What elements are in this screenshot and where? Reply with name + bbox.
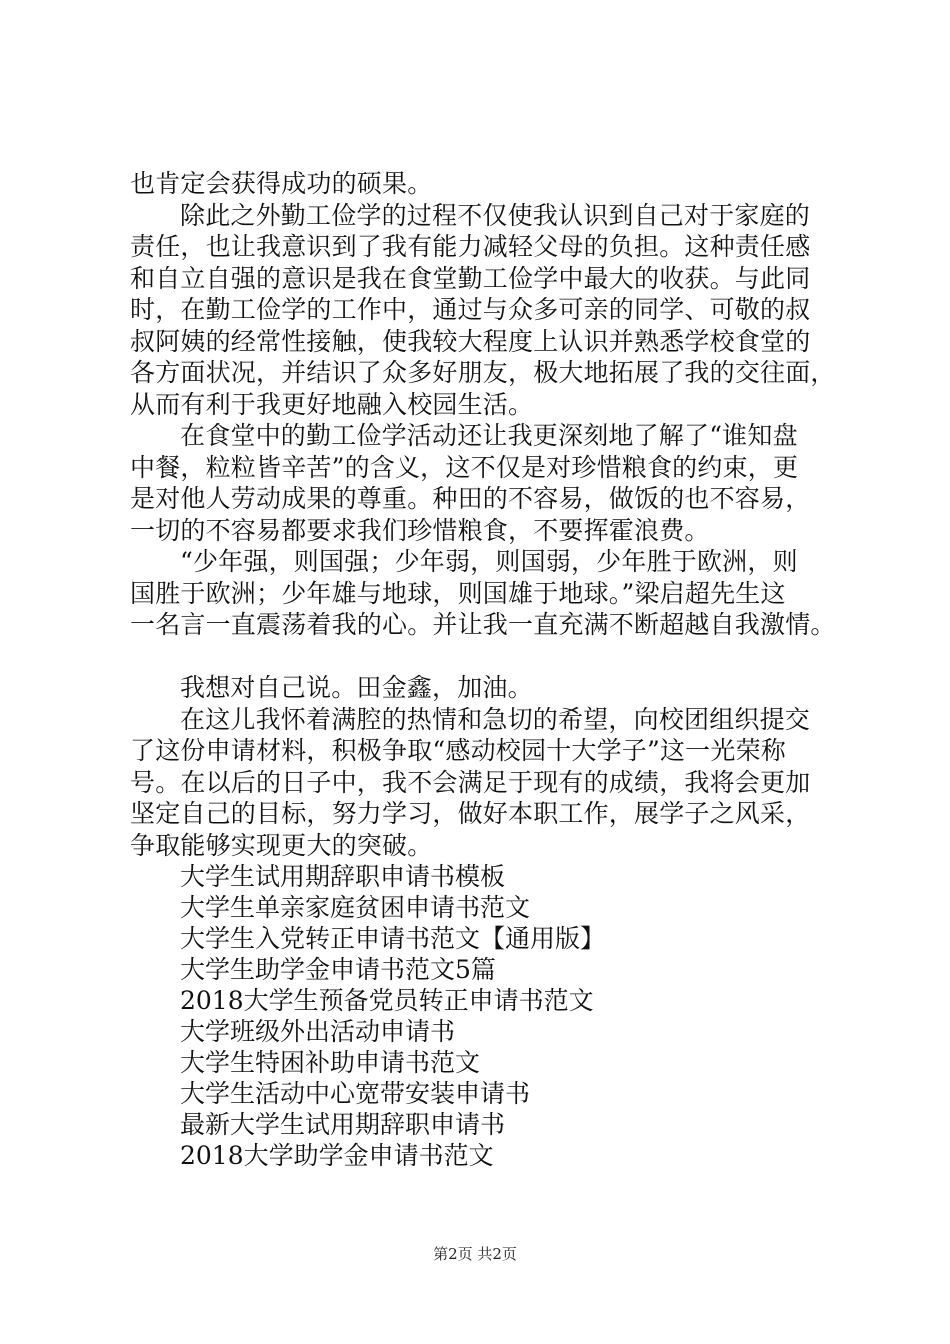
text-line: 叔阿姨的经常性接触，使我较大程度上认识并熟悉学校食堂的 xyxy=(130,326,811,356)
paragraph xyxy=(130,168,850,200)
text-line: 在这儿我怀着满腔的热情和急切的希望，向校团组织提交 xyxy=(180,704,811,734)
related-link[interactable]: 大学生入党转正申请书范文【通用版】 xyxy=(180,924,606,953)
text-line: 是对他人劳动成果的尊重。种田的不容易，做饭的也不容易， xyxy=(130,484,811,513)
paragraph-list xyxy=(130,168,850,861)
paragraph xyxy=(130,420,850,546)
related-link[interactable]: 大学班级外出活动申请书 xyxy=(180,1017,456,1046)
related-link[interactable]: 大学生试用期辞职申请书模板 xyxy=(180,862,506,891)
text-line: 一名言一直震荡着我的心。并让我一直充满不断超越自我激情。 xyxy=(130,610,836,639)
text-line: 争取能够实现更大的突破。 xyxy=(130,830,433,860)
text-line: 也肯定会获得成功的硕果。 xyxy=(130,169,433,198)
text-line: 时，在勤工俭学的工作中，通过与众多可亲的同学、可敬的叔 xyxy=(130,295,811,324)
text-line: 从而有利于我更好地融入校园生活。 xyxy=(130,389,534,419)
related-link[interactable]: 大学生单亲家庭贫困申请书范文 xyxy=(180,893,531,922)
text-line: 和自立自强的意识是我在食堂勤工俭学中最大的收获。与此同 xyxy=(130,263,811,293)
related-links-list xyxy=(130,861,850,1171)
text-line: 中餐，粒粒皆辛苦”的含义，这不仅是对珍惜粮食的约束，更 xyxy=(130,452,799,482)
text-line: 各方面状况，并结识了众多好朋友，极大地拓展了我的交往面， xyxy=(130,358,836,387)
related-link[interactable]: 2018大学生预备党员转正申请书范文 xyxy=(180,986,594,1015)
document-body xyxy=(130,168,850,1171)
blank-line xyxy=(130,641,850,673)
paragraph xyxy=(130,546,850,641)
text-line: 坚定自己的目标，努力学习，做好本职工作，展学子之风采， xyxy=(130,799,811,828)
related-link[interactable]: 最新大学生试用期辞职申请书 xyxy=(180,1110,506,1139)
text-line: 号。在以后的日子中，我不会满足于现有的成绩，我将会更加 xyxy=(130,767,811,797)
related-link[interactable]: 大学生特困补助申请书范文 xyxy=(180,1048,481,1077)
text-line: 除此之外勤工俭学的过程不仅使我认识到自己对于家庭的 xyxy=(180,200,811,230)
text-line: 在食堂中的勤工俭学活动还让我更深刻地了解了“谁知盘 xyxy=(180,421,798,450)
paragraph xyxy=(130,704,850,862)
related-link[interactable]: 2018大学助学金申请书范文 xyxy=(180,1141,494,1170)
text-line: “少年强，则国强；少年弱，则国弱，少年胜于欧洲，则 xyxy=(180,547,798,576)
page-footer xyxy=(0,1244,950,1264)
text-line: 一切的不容易都要求我们珍惜粮食，不要挥霍浪费。 xyxy=(130,515,710,545)
text-line: 了这份申请材料，积极争取“感动校园十大学子”这一光荣称 xyxy=(130,736,786,765)
text-line: 我想对自己说。田金鑫，加油。 xyxy=(180,673,533,702)
paragraph xyxy=(130,672,850,704)
related-link[interactable]: 大学生活动中心宽带安装申请书 xyxy=(180,1079,531,1108)
page-number-label: 第2页 共2页 xyxy=(433,1245,517,1263)
text-line: 国胜于欧洲；少年雄与地球，则国雄于地球。”梁启超先生这 xyxy=(130,578,786,608)
text-line: 责任，也让我意识到了我有能力减轻父母的负担。这种责任感 xyxy=(130,232,811,261)
paragraph xyxy=(130,200,850,421)
related-link[interactable]: 大学生助学金申请书范文5篇 xyxy=(180,955,496,984)
